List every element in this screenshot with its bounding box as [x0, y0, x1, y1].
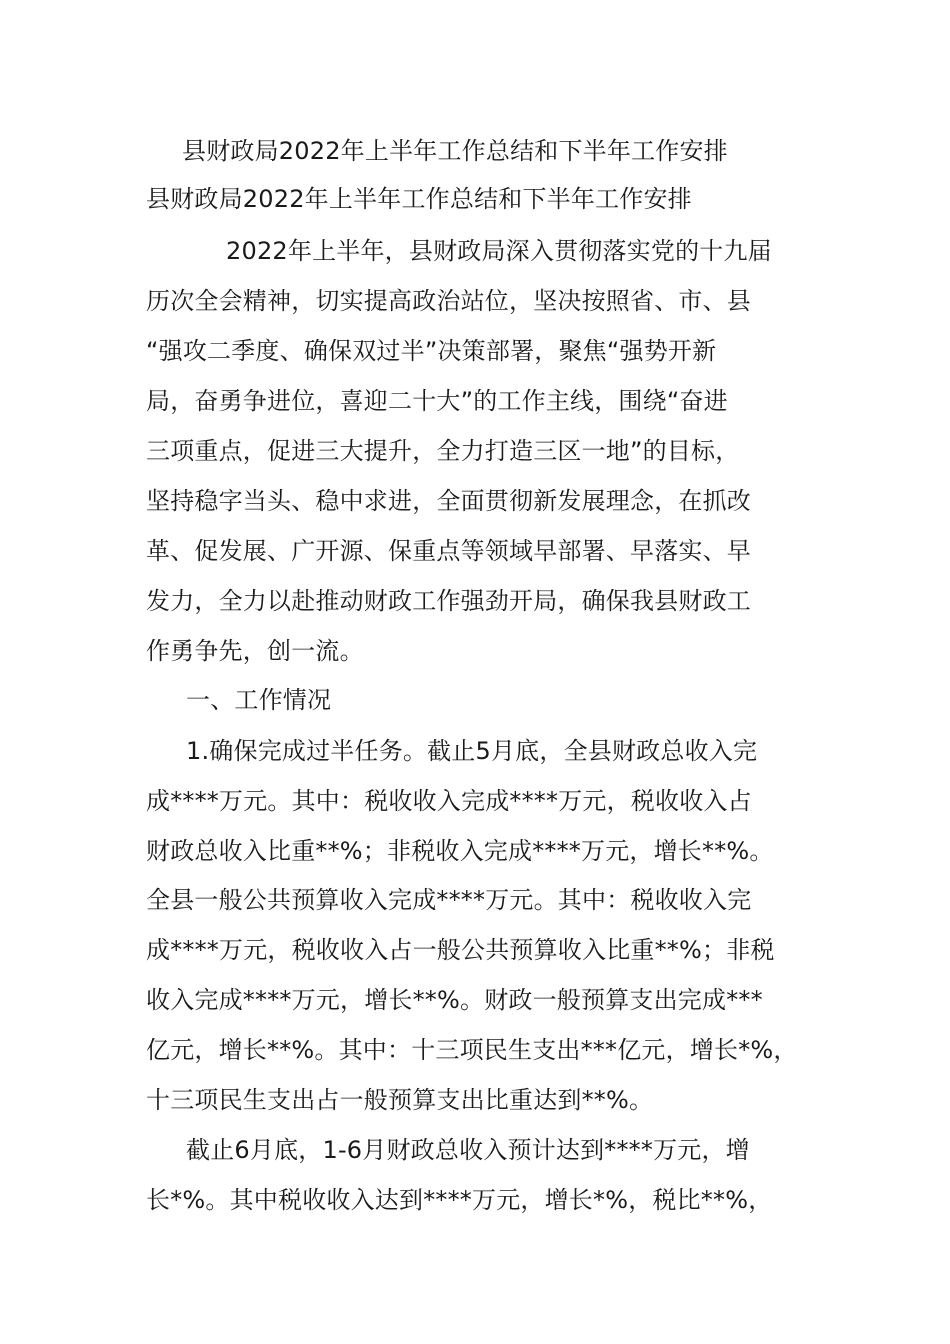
- document-subtitle: 县财政局2022年上半年工作总结和下半年工作安排: [146, 185, 692, 213]
- section-heading: 一、工作情况: [186, 686, 332, 714]
- paragraph-line: 财政总收入比重**%；非税收入完成****万元，增长**%。: [146, 837, 774, 865]
- paragraph-line: “强攻二季度、确保双过半”决策部署，聚焦“强势开新: [146, 337, 717, 365]
- paragraph-line: 成****万元，税收收入占一般公共预算收入比重**%；非税: [146, 936, 775, 964]
- paragraph-line: 作勇争先，创一流。: [146, 637, 364, 665]
- paragraph-line: 长*%。其中税收收入达到****万元，增长*%，税比**%，: [146, 1186, 773, 1214]
- paragraph-line: 截止6月底，1-6月财政总收入预计达到****万元，增: [186, 1136, 750, 1164]
- paragraph-line: 亿元，增长**%。其中：十三项民生支出***亿元，增长*%，: [146, 1036, 798, 1064]
- paragraph-line: 成****万元。其中：税收收入完成****万元，税收收入占: [146, 787, 752, 815]
- paragraph-line: 全县一般公共预算收入完成****万元。其中：税收收入完: [146, 886, 752, 914]
- paragraph-line: 十三项民生支出占一般预算支出比重达到**%。: [146, 1086, 654, 1114]
- paragraph-line: 历次全会精神，切实提高政治站位，坚决按照省、市、县: [146, 287, 751, 315]
- paragraph-line: 1.确保完成过半任务。截止5月底，全县财政总收入完: [186, 737, 758, 765]
- paragraph-line: 局，奋勇争进位，喜迎二十大”的工作主线，围绕“奋进: [146, 387, 728, 415]
- paragraph-line: 三项重点，促进三大提升，全力打造三区一地”的目标，: [146, 437, 740, 465]
- paragraph-line: 2022年上半年，县财政局深入贯彻落实党的十九届: [226, 237, 772, 265]
- paragraph-line: 坚持稳字当头、稳中求进，全面贯彻新发展理念，在抓改: [146, 487, 751, 515]
- document-title: 县财政局2022年上半年工作总结和下半年工作安排: [182, 137, 728, 165]
- paragraph-line: 革、促发展、广开源、保重点等领域早部署、早落实、早: [146, 537, 751, 565]
- paragraph-line: 发力，全力以赴推动财政工作强劲开局，确保我县财政工: [146, 587, 751, 615]
- paragraph-line: 收入完成****万元，增长**%。财政一般预算支出完成***: [146, 986, 763, 1014]
